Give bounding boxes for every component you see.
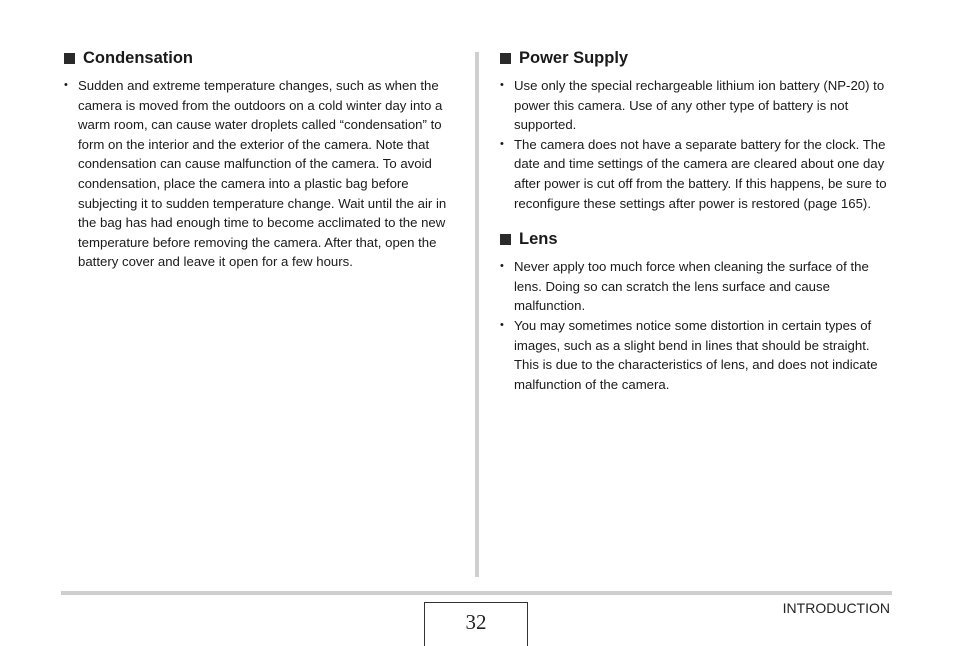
list-item: • You may sometimes notice some distortion in certain types of images, such as a slight bend in lines that should be straight. This is due to the characteristics of lens, and does not indicate malfunction of the camera. [500,317,878,392]
bullet-dot-icon: • [64,79,68,91]
bullet-list [62,76,462,272]
bullet-dot-icon: • [500,137,504,150]
section-title: Power Supply [519,49,629,67]
section-title: Lens [519,230,558,249]
chapter-label: INTRODUCTION [782,600,890,616]
footer-rule [61,591,892,595]
right-column [498,46,890,408]
section-title: Condensation [83,49,193,67]
section-heading [62,46,462,70]
column-divider [475,52,479,577]
bullet-dot-icon: • [500,79,504,91]
bullet-list [498,76,890,213]
square-bullet-icon [64,53,75,64]
square-bullet-icon [500,234,511,245]
list-item: • Sudden and extreme temperature changes, such as when the camera is moved from the outdoors on a cold winter day into a warm room, can cause water droplets called “condensation” to form on the interior and the exterior of the camera. Note that condensation can cause malfunction of the camera. To avoid condensation, place the camera into a plastic bag before subjecting it to sudden temperature change. Wait until the air in the bag has had enough time to become acclimated to the new temperature before removing the camera. After that, open the battery cover and leave it open for a few hours. [64,78,447,270]
list-item: • Use only the special rechargeable lithium ion battery (NP-20) to power this camera. Use of any other type of battery is not supported. [500,78,885,133]
section-heading [498,46,890,70]
list-item: • Never apply too much force when cleaning the surface of the lens. Doing so can scratch the lens surface and cause malfunction. [500,259,869,314]
bullet-list [498,257,890,394]
bullet-dot-icon: • [500,318,504,331]
page-number: 32 [424,602,528,646]
list-item: • The camera does not have a separate battery for the clock. The date and time settings of the camera are cleared about one day after power is cut off from the battery. If this happens, be sure to reconfigure these settings after power is restored (page 165). [500,136,887,211]
condensation-section [62,46,462,272]
lens-section [498,227,890,394]
square-bullet-icon [500,53,511,64]
left-column [62,46,462,286]
power-supply-section [498,46,890,213]
section-heading [498,227,890,251]
bullet-dot-icon: • [500,260,504,273]
